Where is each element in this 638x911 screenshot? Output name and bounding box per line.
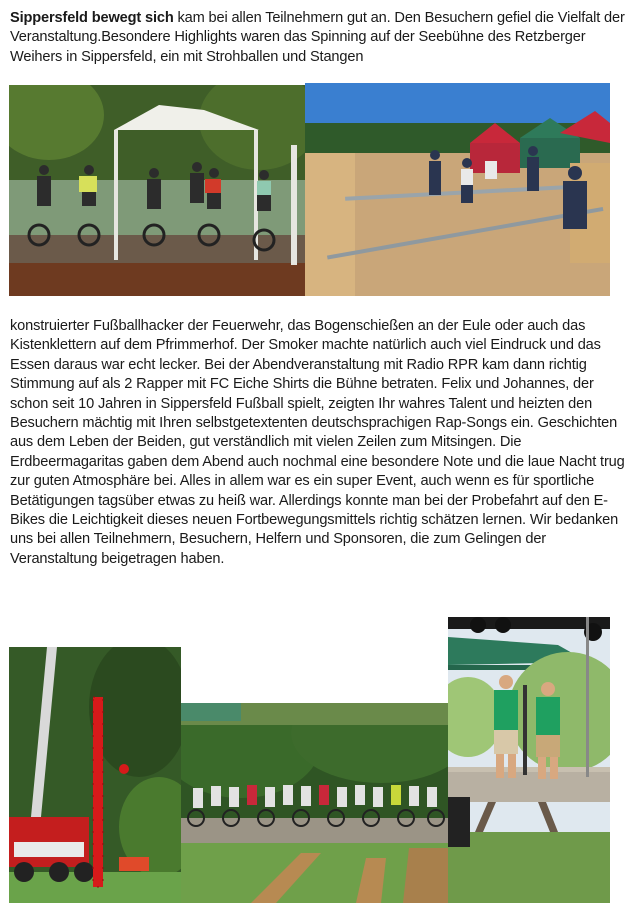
photo-human-foosball [305, 83, 610, 296]
intro-text: kam bei allen Teilnehmern gut an. Den Besuchern gefiel die Vielfalt der Veranstaltung.Besondere Highlights waren das Spinning auf der Seebühne des Retzberger Weihers in Sippersfeld, ein mit Strohballen und Stangen [10, 10, 625, 65]
intro-heading: Sippersfeld bewegt sich [10, 10, 174, 26]
body-paragraph: konstruierter Fußballhacker der Feuerwehr, das Bogenschießen an der Eule oder auch das Kistenklettern auf dem Pfrimmerhof. Der Smoker machte natürlich auch viel Eindruck und das Essen daraus war echt lecker. Bei der Abendveranstaltung mit Radio RPR kam dann richtig Stimmung auf als 2 Rapper mit FC Eiche Shirts die Bühne betraten. Felix und Johannes, der schon seit 10 Jahren in Sippersfeld Fußball spielt, zeigten Ihr wahres Talent und heizten den Besuchern mächtig mit Ihren selbstgetextenten deutschsprachigen Rap-Songs ein. Geschichten aus dem Leben der Beiden, gut verständlich mit vielen Zeilen zum Mitsingen. Die Erdbeermagaritas gaben dem Abend auch nochmal eine besondere Note und die laue Nacht trug zur guten Atmosphäre bei. Alles in allem war es ein super Event, auch wenn es für sportliche Betätigungen tagsüber etwas zu heiß war. Allerdings konnte man bei der Probefahrt auf den E-Bikes die Leichtigkeit dieses neuen Fortbewegungsmittels richtig schätzen lernen. Wir bedanken uns bei allen Teilnehmern, Besuchern, Helfern und Sponsoren, die zum Gelingen der Veranstaltung beigetragen haben. [10, 318, 625, 567]
photo-e-bike-group [181, 703, 448, 903]
photo-rapper-stage [448, 617, 610, 903]
photo-crate-climbing [9, 647, 181, 903]
photo-spinning-stage [9, 85, 305, 296]
intro-paragraph [10, 9, 632, 67]
